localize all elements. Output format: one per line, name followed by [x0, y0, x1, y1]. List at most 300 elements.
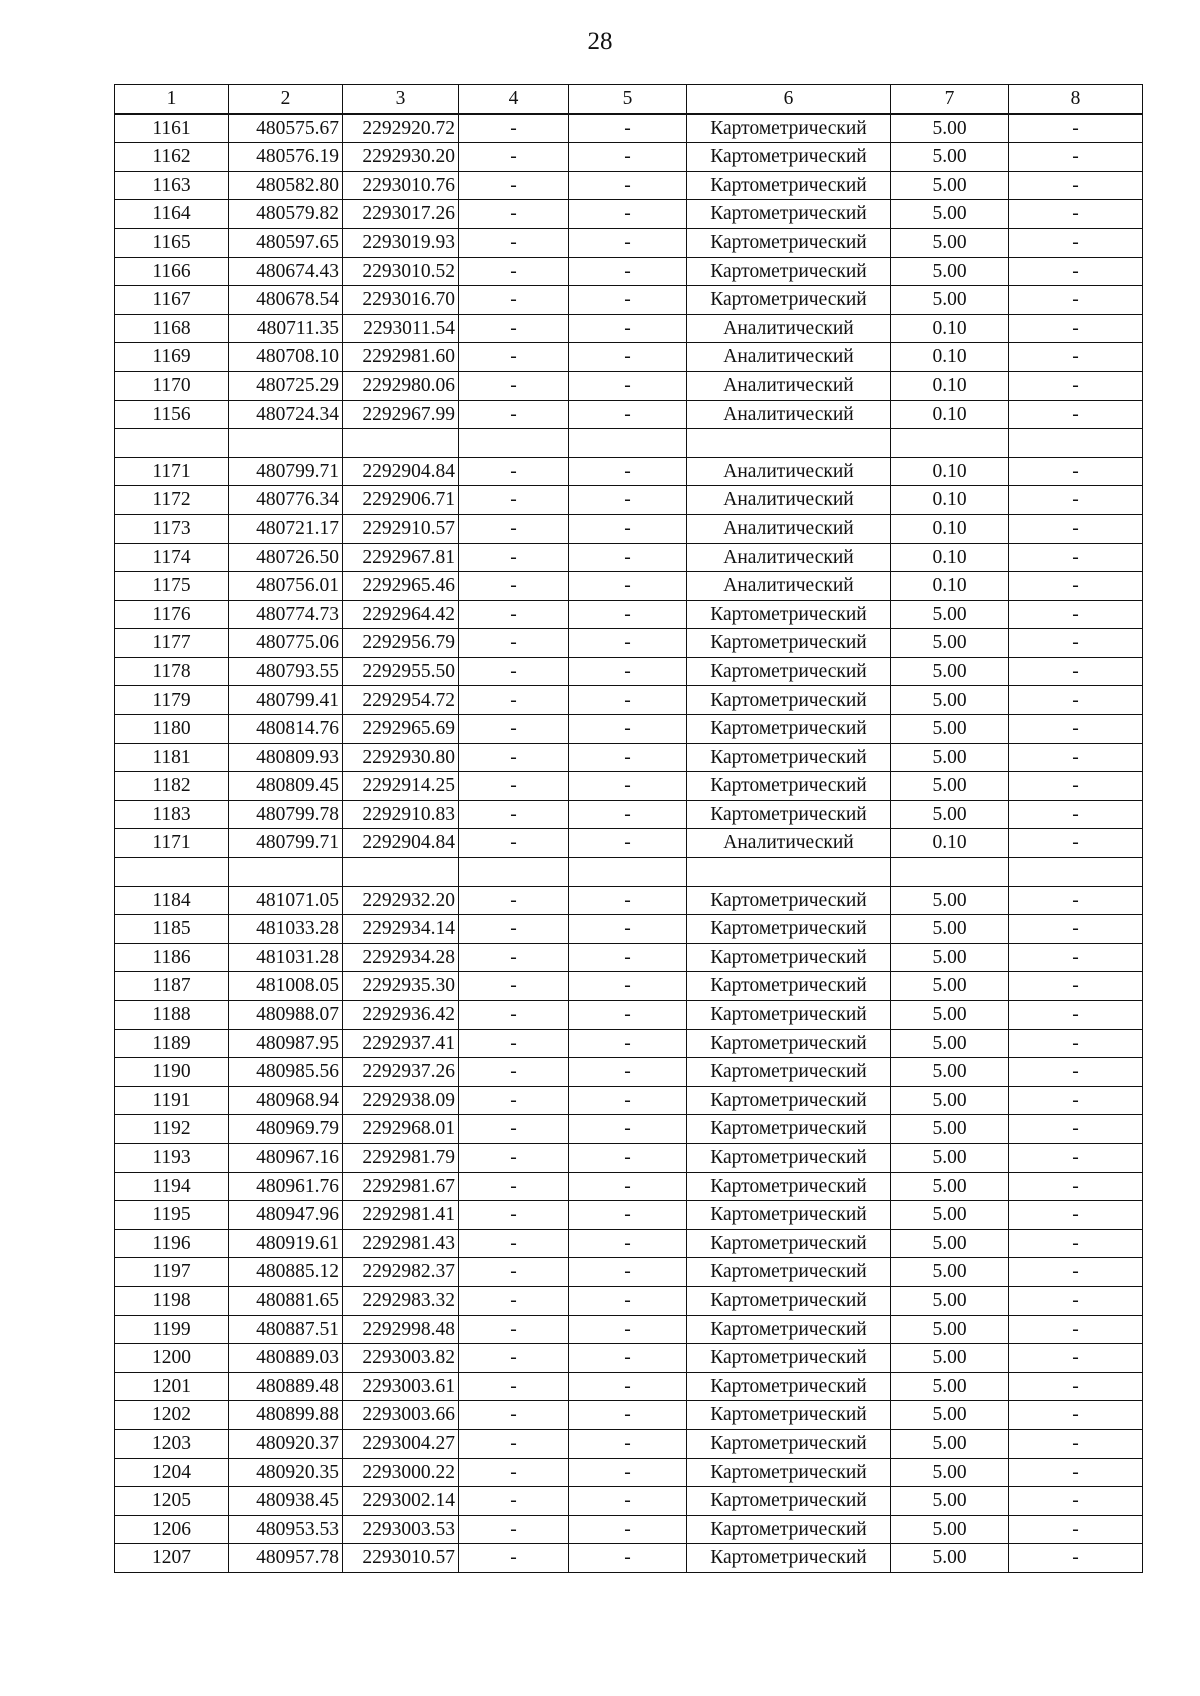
table-row [115, 1487, 1143, 1516]
accuracy-cell: 5.00 [891, 1229, 1009, 1258]
col5-cell: - [569, 457, 687, 486]
table-row [115, 1372, 1143, 1401]
col4-cell: - [459, 457, 569, 486]
table-row [115, 1001, 1143, 1030]
x-coordinate-cell: 480961.76 [229, 1172, 343, 1201]
y-coordinate-cell: 2293003.66 [343, 1401, 459, 1430]
point-number-cell: 1174 [115, 543, 229, 572]
accuracy-cell: 0.10 [891, 486, 1009, 515]
accuracy-cell: 0.10 [891, 314, 1009, 343]
col4-cell: - [459, 943, 569, 972]
table-row [115, 543, 1143, 572]
col5-cell: - [569, 371, 687, 400]
table-row [115, 429, 1143, 458]
x-coordinate-cell: 480814.76 [229, 715, 343, 744]
y-coordinate-cell: 2292981.60 [343, 343, 459, 372]
table-row [115, 400, 1143, 429]
accuracy-cell [891, 858, 1009, 887]
col4-cell: - [459, 972, 569, 1001]
col4-cell: - [459, 1258, 569, 1287]
method-cell: Картометрический [687, 915, 891, 944]
col4-cell: - [459, 1458, 569, 1487]
col5-cell: - [569, 1315, 687, 1344]
col5-cell: - [569, 257, 687, 286]
col8-cell: - [1009, 943, 1143, 972]
col5-cell: - [569, 200, 687, 229]
method-cell: Картометрический [687, 114, 891, 143]
x-coordinate-cell: 480953.53 [229, 1515, 343, 1544]
col5-cell: - [569, 114, 687, 143]
y-coordinate-cell: 2292956.79 [343, 629, 459, 658]
accuracy-cell: 5.00 [891, 1001, 1009, 1030]
point-number-cell: 1167 [115, 286, 229, 315]
table-row [115, 943, 1143, 972]
y-coordinate-cell: 2292982.37 [343, 1258, 459, 1287]
col8-cell [1009, 858, 1143, 887]
method-cell [687, 858, 891, 887]
point-number-cell: 1163 [115, 171, 229, 200]
y-coordinate-cell: 2293011.54 [343, 314, 459, 343]
col5-cell: - [569, 572, 687, 601]
table-header-row [115, 85, 1143, 114]
col4-cell: - [459, 1172, 569, 1201]
x-coordinate-cell: 480889.48 [229, 1372, 343, 1401]
col8-cell: - [1009, 114, 1143, 143]
point-number-cell: 1195 [115, 1201, 229, 1230]
table-row [115, 257, 1143, 286]
point-number-cell: 1207 [115, 1544, 229, 1573]
y-coordinate-cell: 2293003.82 [343, 1344, 459, 1373]
accuracy-cell: 5.00 [891, 1429, 1009, 1458]
y-coordinate-cell: 2293010.52 [343, 257, 459, 286]
method-cell: Картометрический [687, 1201, 891, 1230]
col5-cell: - [569, 543, 687, 572]
x-coordinate-cell: 481031.28 [229, 943, 343, 972]
col5-cell: - [569, 743, 687, 772]
col5-cell: - [569, 1143, 687, 1172]
y-coordinate-cell: 2293004.27 [343, 1429, 459, 1458]
y-coordinate-cell: 2293002.14 [343, 1487, 459, 1516]
col5-cell: - [569, 1001, 687, 1030]
point-number-cell: 1188 [115, 1001, 229, 1030]
table-row [115, 600, 1143, 629]
table-row [115, 743, 1143, 772]
table-row [115, 1315, 1143, 1344]
method-cell: Картометрический [687, 743, 891, 772]
accuracy-cell: 5.00 [891, 1515, 1009, 1544]
col4-cell: - [459, 1086, 569, 1115]
col5-cell: - [569, 514, 687, 543]
method-cell: Картометрический [687, 1058, 891, 1087]
col4-cell: - [459, 657, 569, 686]
x-coordinate-cell: 480721.17 [229, 514, 343, 543]
table-row [115, 286, 1143, 315]
col8-cell: - [1009, 1429, 1143, 1458]
x-coordinate-cell: 480920.37 [229, 1429, 343, 1458]
accuracy-cell: 5.00 [891, 143, 1009, 172]
col4-cell: - [459, 800, 569, 829]
x-coordinate-cell [229, 429, 343, 458]
table-row [115, 343, 1143, 372]
table-row [115, 143, 1143, 172]
col4-cell: - [459, 400, 569, 429]
x-coordinate-cell: 480799.71 [229, 829, 343, 858]
method-cell: Картометрический [687, 143, 891, 172]
column-header: 3 [343, 85, 459, 114]
y-coordinate-cell: 2292906.71 [343, 486, 459, 515]
point-number-cell: 1199 [115, 1315, 229, 1344]
point-number-cell: 1165 [115, 228, 229, 257]
point-number-cell: 1203 [115, 1429, 229, 1458]
accuracy-cell: 5.00 [891, 657, 1009, 686]
col5-cell: - [569, 943, 687, 972]
col8-cell: - [1009, 1143, 1143, 1172]
col4-cell: - [459, 1286, 569, 1315]
col8-cell: - [1009, 1001, 1143, 1030]
accuracy-cell: 0.10 [891, 829, 1009, 858]
method-cell: Картометрический [687, 1172, 891, 1201]
point-number-cell: 1162 [115, 143, 229, 172]
col8-cell: - [1009, 686, 1143, 715]
x-coordinate-cell: 481008.05 [229, 972, 343, 1001]
table-row [115, 1172, 1143, 1201]
col8-cell: - [1009, 915, 1143, 944]
method-cell: Картометрический [687, 657, 891, 686]
x-coordinate-cell: 480799.71 [229, 457, 343, 486]
col8-cell: - [1009, 1058, 1143, 1087]
table-row [115, 314, 1143, 343]
column-header: 6 [687, 85, 891, 114]
col8-cell: - [1009, 143, 1143, 172]
table-row [115, 1229, 1143, 1258]
accuracy-cell: 5.00 [891, 1401, 1009, 1430]
x-coordinate-cell: 480799.41 [229, 686, 343, 715]
col4-cell: - [459, 600, 569, 629]
y-coordinate-cell: 2293003.53 [343, 1515, 459, 1544]
col8-cell: - [1009, 257, 1143, 286]
accuracy-cell: 0.10 [891, 457, 1009, 486]
x-coordinate-cell: 480576.19 [229, 143, 343, 172]
y-coordinate-cell: 2293000.22 [343, 1458, 459, 1487]
accuracy-cell: 5.00 [891, 600, 1009, 629]
table-row [115, 800, 1143, 829]
table-row [115, 1115, 1143, 1144]
y-coordinate-cell: 2293016.70 [343, 286, 459, 315]
col5-cell: - [569, 1086, 687, 1115]
table-row [115, 572, 1143, 601]
col4-cell: - [459, 1201, 569, 1230]
method-cell: Аналитический [687, 514, 891, 543]
x-coordinate-cell: 480582.80 [229, 171, 343, 200]
table-row [115, 686, 1143, 715]
coordinates-table [114, 84, 1143, 1573]
col4-cell: - [459, 1143, 569, 1172]
col5-cell: - [569, 800, 687, 829]
y-coordinate-cell: 2292904.84 [343, 829, 459, 858]
accuracy-cell: 5.00 [891, 1544, 1009, 1573]
y-coordinate-cell: 2292938.09 [343, 1086, 459, 1115]
x-coordinate-cell: 480968.94 [229, 1086, 343, 1115]
x-coordinate-cell: 480889.03 [229, 1344, 343, 1373]
table-row [115, 629, 1143, 658]
col4-cell: - [459, 171, 569, 200]
col4-cell: - [459, 200, 569, 229]
col4-cell: - [459, 314, 569, 343]
method-cell: Картометрический [687, 715, 891, 744]
point-number-cell: 1184 [115, 886, 229, 915]
col8-cell: - [1009, 514, 1143, 543]
x-coordinate-cell: 480987.95 [229, 1029, 343, 1058]
table-row [115, 228, 1143, 257]
x-coordinate-cell: 480776.34 [229, 486, 343, 515]
col8-cell: - [1009, 1029, 1143, 1058]
x-coordinate-cell: 480756.01 [229, 572, 343, 601]
method-cell: Картометрический [687, 1544, 891, 1573]
y-coordinate-cell: 2292965.46 [343, 572, 459, 601]
method-cell: Картометрический [687, 943, 891, 972]
table-row [115, 1515, 1143, 1544]
col4-cell [459, 858, 569, 887]
y-coordinate-cell: 2292910.83 [343, 800, 459, 829]
table-row [115, 858, 1143, 887]
col8-cell: - [1009, 1229, 1143, 1258]
table-row [115, 457, 1143, 486]
col5-cell: - [569, 1115, 687, 1144]
col4-cell: - [459, 915, 569, 944]
table-row [115, 657, 1143, 686]
point-number-cell: 1183 [115, 800, 229, 829]
method-cell: Аналитический [687, 829, 891, 858]
method-cell: Картометрический [687, 1029, 891, 1058]
y-coordinate-cell: 2292981.79 [343, 1143, 459, 1172]
point-number-cell: 1189 [115, 1029, 229, 1058]
point-number-cell: 1181 [115, 743, 229, 772]
col5-cell: - [569, 1429, 687, 1458]
y-coordinate-cell: 2293010.76 [343, 171, 459, 200]
col5-cell: - [569, 343, 687, 372]
method-cell: Картометрический [687, 1315, 891, 1344]
table-row [115, 1258, 1143, 1287]
x-coordinate-cell: 480809.45 [229, 772, 343, 801]
col4-cell: - [459, 286, 569, 315]
col8-cell: - [1009, 1086, 1143, 1115]
x-coordinate-cell: 480887.51 [229, 1315, 343, 1344]
col8-cell: - [1009, 572, 1143, 601]
y-coordinate-cell: 2292981.41 [343, 1201, 459, 1230]
point-number-cell: 1186 [115, 943, 229, 972]
method-cell: Картометрический [687, 886, 891, 915]
method-cell: Картометрический [687, 600, 891, 629]
col5-cell: - [569, 228, 687, 257]
y-coordinate-cell: 2292964.42 [343, 600, 459, 629]
col8-cell: - [1009, 343, 1143, 372]
col5-cell: - [569, 686, 687, 715]
point-number-cell: 1185 [115, 915, 229, 944]
col4-cell: - [459, 343, 569, 372]
x-coordinate-cell: 480938.45 [229, 1487, 343, 1516]
col5-cell: - [569, 772, 687, 801]
col5-cell: - [569, 1487, 687, 1516]
y-coordinate-cell: 2293019.93 [343, 228, 459, 257]
col8-cell: - [1009, 286, 1143, 315]
accuracy-cell: 0.10 [891, 343, 1009, 372]
col5-cell: - [569, 1229, 687, 1258]
y-coordinate-cell: 2292998.48 [343, 1315, 459, 1344]
accuracy-cell: 5.00 [891, 1115, 1009, 1144]
x-coordinate-cell: 480597.65 [229, 228, 343, 257]
accuracy-cell: 5.00 [891, 1344, 1009, 1373]
table-row [115, 200, 1143, 229]
point-number-cell [115, 429, 229, 458]
col4-cell: - [459, 1515, 569, 1544]
accuracy-cell: 5.00 [891, 257, 1009, 286]
table-row [115, 829, 1143, 858]
col4-cell: - [459, 743, 569, 772]
table-row [115, 772, 1143, 801]
x-coordinate-cell: 480920.35 [229, 1458, 343, 1487]
table-row [115, 715, 1143, 744]
col4-cell: - [459, 371, 569, 400]
x-coordinate-cell: 480881.65 [229, 1286, 343, 1315]
col4-cell: - [459, 1344, 569, 1373]
accuracy-cell: 0.10 [891, 514, 1009, 543]
x-coordinate-cell: 480988.07 [229, 1001, 343, 1030]
col5-cell: - [569, 400, 687, 429]
col5-cell: - [569, 1544, 687, 1573]
point-number-cell: 1164 [115, 200, 229, 229]
method-cell: Картометрический [687, 800, 891, 829]
method-cell: Аналитический [687, 543, 891, 572]
col4-cell: - [459, 1001, 569, 1030]
y-coordinate-cell: 2292955.50 [343, 657, 459, 686]
method-cell: Аналитический [687, 400, 891, 429]
method-cell: Картометрический [687, 1401, 891, 1430]
accuracy-cell: 5.00 [891, 800, 1009, 829]
y-coordinate-cell: 2292981.67 [343, 1172, 459, 1201]
point-number-cell: 1156 [115, 400, 229, 429]
point-number-cell: 1170 [115, 371, 229, 400]
y-coordinate-cell: 2292932.20 [343, 886, 459, 915]
col4-cell: - [459, 143, 569, 172]
y-coordinate-cell: 2292914.25 [343, 772, 459, 801]
col5-cell: - [569, 972, 687, 1001]
y-coordinate-cell: 2292937.41 [343, 1029, 459, 1058]
col5-cell: - [569, 1458, 687, 1487]
col8-cell: - [1009, 1315, 1143, 1344]
method-cell: Аналитический [687, 371, 891, 400]
accuracy-cell: 5.00 [891, 886, 1009, 915]
table-row [115, 1058, 1143, 1087]
x-coordinate-cell: 480711.35 [229, 314, 343, 343]
y-coordinate-cell: 2292981.43 [343, 1229, 459, 1258]
col4-cell: - [459, 114, 569, 143]
y-coordinate-cell: 2292930.80 [343, 743, 459, 772]
col5-cell: - [569, 629, 687, 658]
method-cell: Картометрический [687, 1001, 891, 1030]
accuracy-cell: 5.00 [891, 1058, 1009, 1087]
col8-cell: - [1009, 171, 1143, 200]
col4-cell: - [459, 829, 569, 858]
method-cell [687, 429, 891, 458]
table-row [115, 1086, 1143, 1115]
col4-cell [459, 429, 569, 458]
column-header: 5 [569, 85, 687, 114]
accuracy-cell: 5.00 [891, 228, 1009, 257]
col8-cell: - [1009, 1544, 1143, 1573]
accuracy-cell: 5.00 [891, 915, 1009, 944]
y-coordinate-cell: 2292965.69 [343, 715, 459, 744]
col4-cell: - [459, 772, 569, 801]
col4-cell: - [459, 629, 569, 658]
y-coordinate-cell: 2292910.57 [343, 514, 459, 543]
table-row [115, 915, 1143, 944]
table-row [115, 486, 1143, 515]
method-cell: Картометрический [687, 686, 891, 715]
point-number-cell: 1194 [115, 1172, 229, 1201]
col5-cell: - [569, 829, 687, 858]
col8-cell: - [1009, 772, 1143, 801]
col4-cell: - [459, 486, 569, 515]
col8-cell: - [1009, 371, 1143, 400]
point-number-cell: 1168 [115, 314, 229, 343]
accuracy-cell: 5.00 [891, 1372, 1009, 1401]
method-cell: Картометрический [687, 200, 891, 229]
method-cell: Аналитический [687, 314, 891, 343]
accuracy-cell: 0.10 [891, 543, 1009, 572]
point-number-cell: 1192 [115, 1115, 229, 1144]
x-coordinate-cell: 480885.12 [229, 1258, 343, 1287]
x-coordinate-cell: 480775.06 [229, 629, 343, 658]
x-coordinate-cell: 480967.16 [229, 1143, 343, 1172]
column-header: 2 [229, 85, 343, 114]
column-header: 1 [115, 85, 229, 114]
col4-cell: - [459, 1029, 569, 1058]
col8-cell: - [1009, 200, 1143, 229]
y-coordinate-cell: 2292930.20 [343, 143, 459, 172]
col5-cell: - [569, 1286, 687, 1315]
method-cell: Картометрический [687, 972, 891, 1001]
column-header: 7 [891, 85, 1009, 114]
x-coordinate-cell: 481071.05 [229, 886, 343, 915]
method-cell: Картометрический [687, 1429, 891, 1458]
col8-cell: - [1009, 1172, 1143, 1201]
method-cell: Картометрический [687, 1458, 891, 1487]
col8-cell: - [1009, 457, 1143, 486]
col5-cell: - [569, 715, 687, 744]
method-cell: Картометрический [687, 1229, 891, 1258]
x-coordinate-cell: 480985.56 [229, 1058, 343, 1087]
accuracy-cell: 5.00 [891, 1458, 1009, 1487]
method-cell: Картометрический [687, 171, 891, 200]
point-number-cell: 1206 [115, 1515, 229, 1544]
col8-cell: - [1009, 1201, 1143, 1230]
col4-cell: - [459, 715, 569, 744]
method-cell: Картометрический [687, 1143, 891, 1172]
table-body [115, 114, 1143, 1573]
x-coordinate-cell: 480579.82 [229, 200, 343, 229]
page-number: 28 [587, 28, 613, 55]
method-cell: Картометрический [687, 286, 891, 315]
y-coordinate-cell: 2292934.14 [343, 915, 459, 944]
x-coordinate-cell: 480575.67 [229, 114, 343, 143]
col5-cell: - [569, 286, 687, 315]
col8-cell: - [1009, 972, 1143, 1001]
accuracy-cell: 5.00 [891, 1143, 1009, 1172]
accuracy-cell: 0.10 [891, 572, 1009, 601]
method-cell: Картометрический [687, 1086, 891, 1115]
col5-cell: - [569, 1372, 687, 1401]
point-number-cell: 1161 [115, 114, 229, 143]
